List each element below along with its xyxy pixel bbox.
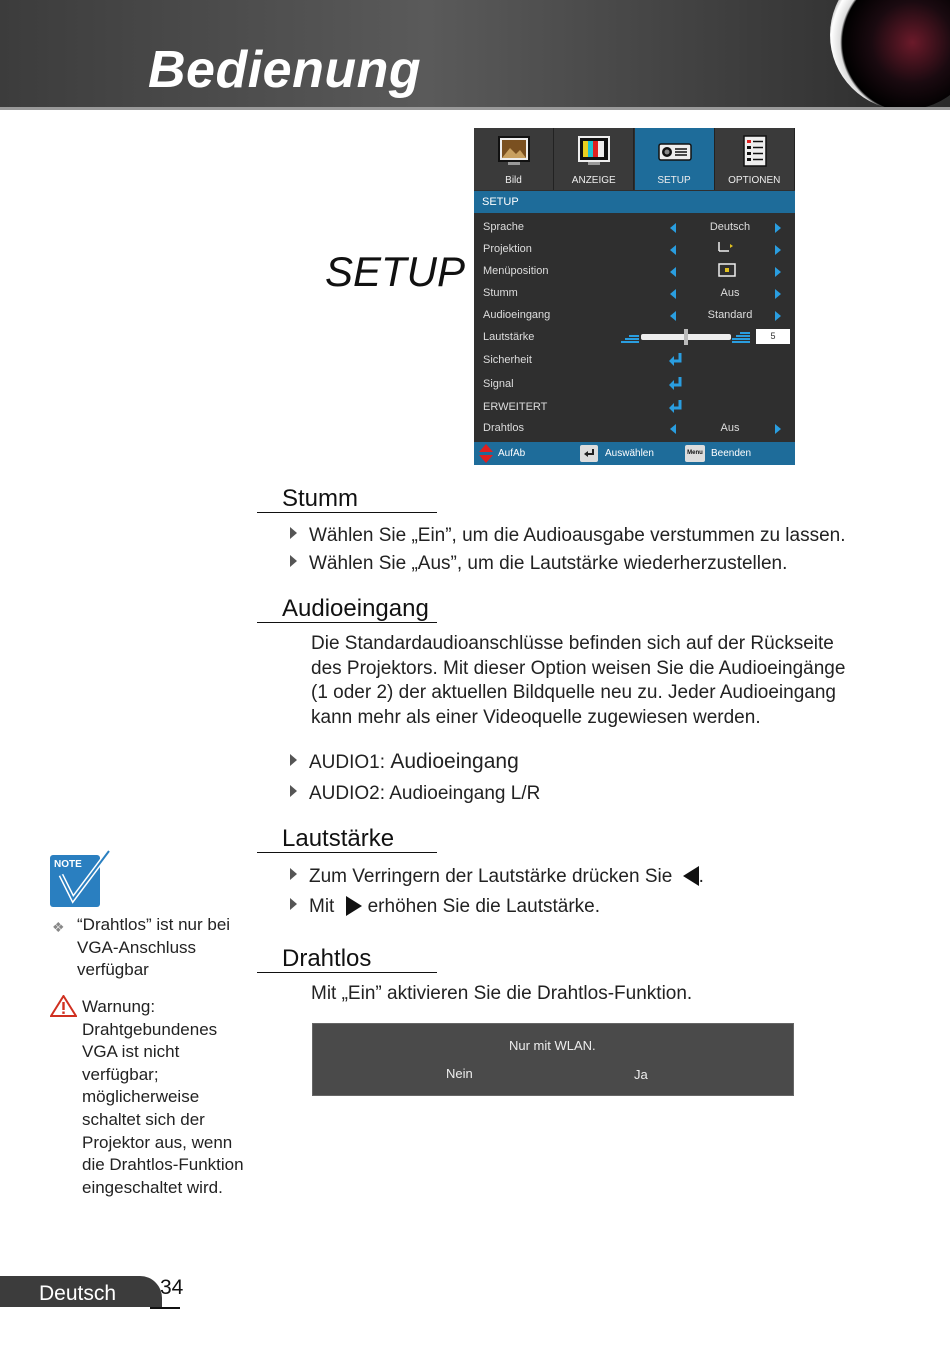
menu-key-icon: Menu — [685, 445, 705, 462]
volume-down-icon[interactable] — [621, 330, 639, 344]
dialog-no-button[interactable]: Nein — [446, 1066, 473, 1081]
arrow-right-icon[interactable] — [775, 223, 781, 233]
volume-up-icon[interactable] — [732, 330, 750, 344]
list-item: AUDIO1: Audioeingang — [290, 750, 519, 775]
osd-row-value: Standard — [707, 309, 753, 321]
bullet-arrow-icon — [290, 898, 297, 910]
osd-tab-anzeige[interactable] — [554, 128, 634, 190]
osd-row-label: Stumm — [483, 287, 518, 299]
osd-row-signal[interactable] — [474, 373, 795, 395]
osd-tab-label: OPTIONEN — [728, 175, 781, 186]
enter-key-icon — [580, 445, 598, 462]
arrow-left-icon[interactable] — [670, 289, 676, 299]
arrow-left-icon[interactable] — [670, 223, 676, 233]
note-label: NOTE — [54, 859, 82, 870]
enter-icon[interactable] — [668, 398, 684, 414]
osd-row-label: Projektion — [483, 243, 532, 255]
bullet-arrow-icon — [290, 555, 297, 567]
arrow-left-icon[interactable] — [670, 311, 676, 321]
list-item: Zum Verringern der Lautstärke drücken Sie . — [290, 865, 704, 889]
osd-row-label: Menüposition — [483, 265, 549, 277]
heading-stumm: Stumm — [257, 486, 437, 513]
arrow-right-icon[interactable] — [775, 424, 781, 434]
osd-row-lautstaerke[interactable] — [474, 326, 795, 348]
osd-row-label: Sprache — [483, 221, 524, 233]
osd-row-label: Audioeingang — [483, 309, 551, 321]
osd-row-value: Aus — [720, 422, 740, 434]
left-arrow-icon — [683, 866, 699, 886]
page-number: 34 — [160, 1276, 184, 1299]
arrow-right-icon[interactable] — [775, 245, 781, 255]
warning-icon — [50, 995, 77, 1017]
osd-tabs — [474, 128, 795, 190]
heading-drahtlos: Drahtlos — [257, 946, 437, 973]
projector-lens-graphic — [830, 0, 950, 110]
page-header — [0, 0, 950, 110]
osd-row-label: ERWEITERT — [483, 401, 548, 413]
osd-row-label: Drahtlos — [483, 422, 524, 434]
osd-row-label: Sicherheit — [483, 354, 532, 366]
enter-icon[interactable] — [668, 375, 684, 391]
osd-tab-optionen[interactable] — [715, 128, 795, 190]
osd-row-erweitert[interactable] — [474, 396, 795, 418]
osd-row-menueposition[interactable] — [474, 260, 795, 282]
osd-section-header: SETUP — [474, 191, 795, 213]
footer-select-label: Auswählen — [605, 448, 654, 459]
arrow-left-icon[interactable] — [670, 267, 676, 277]
page-header-title: Bedienung — [148, 41, 422, 99]
arrow-right-icon[interactable] — [775, 311, 781, 321]
list-item: AUDIO2: Audioeingang L/R — [290, 782, 540, 806]
osd-tab-label: Bild — [505, 175, 522, 186]
bullet-arrow-icon — [290, 754, 297, 766]
list-item: Wählen Sie „Aus”, um die Lautstärke wiederherzustellen. — [290, 552, 787, 576]
bullet-arrow-icon — [290, 527, 297, 539]
heading-lautstaerke: Lautstärke — [257, 826, 437, 853]
osd-row-value: Aus — [720, 287, 740, 299]
options-icon — [737, 134, 773, 168]
osd-tab-label: ANZEIGE — [571, 175, 616, 186]
osd-footer — [474, 442, 795, 465]
paragraph: Mit „Ein” aktivieren Sie die Drahtlos-Funktion. — [311, 983, 693, 1004]
wlan-dialog — [312, 1023, 794, 1096]
osd-tab-label: SETUP — [657, 175, 691, 186]
osd-row-audioeingang[interactable] — [474, 304, 795, 326]
list-item: Wählen Sie „Ein”, um die Audioausgabe verstummen zu lassen. — [290, 524, 846, 548]
heading-audioeingang: Audioeingang — [257, 596, 437, 623]
osd-row-sprache[interactable] — [474, 216, 795, 238]
note-icon — [49, 849, 111, 909]
right-arrow-icon — [346, 896, 362, 916]
picture-icon — [496, 134, 532, 168]
arrow-right-icon[interactable] — [775, 267, 781, 277]
diamond-bullet-icon: ❖ — [52, 919, 65, 935]
section-title: SETUP — [325, 248, 466, 295]
osd-menu — [474, 128, 795, 465]
footer-updown-label: AufAb — [498, 448, 526, 459]
display-icon — [576, 134, 612, 168]
footer-language: Deutsch — [39, 1282, 117, 1305]
footer-divider — [150, 1307, 180, 1309]
osd-row-stumm[interactable] — [474, 282, 795, 304]
paragraph: Die Standardaudioanschlüsse befinden sich auf der Rückseite des Projektors. Mit dieser Option weisen Sie die Audioeingänge (1 oder 2) der aktuellen Bildquelle neu zu. Jeder Audioeingang kann mehr als einer Videoquelle zugewiesen werden. — [311, 633, 846, 728]
bullet-arrow-icon — [290, 868, 297, 880]
osd-tab-bild[interactable] — [474, 128, 554, 190]
enter-icon[interactable] — [668, 351, 684, 367]
osd-tab-setup[interactable] — [635, 128, 715, 190]
arrow-left-icon[interactable] — [670, 424, 676, 434]
osd-row-drahtlos[interactable] — [474, 417, 795, 439]
sidebar-warning: Warnung: Drahtgebundenes VGA ist nicht verfügbar; möglicherweise schaltet sich der Projektor aus, wenn die Drahtlos-Funktion eingeschaltet wird. — [82, 997, 244, 1197]
up-down-icon — [479, 444, 493, 463]
osd-row-label: Signal — [483, 378, 514, 390]
osd-row-value: Deutsch — [709, 221, 751, 233]
footer-exit-label: Beenden — [711, 448, 752, 459]
volume-value-box: 5 — [756, 329, 790, 344]
footer-language-tab — [0, 1276, 162, 1307]
projector-icon — [657, 134, 693, 168]
dialog-yes-button[interactable]: Ja — [634, 1067, 648, 1082]
osd-row-sicherheit[interactable] — [474, 349, 795, 371]
bullet-arrow-icon — [290, 785, 297, 797]
arrow-right-icon[interactable] — [775, 289, 781, 299]
osd-row-projektion[interactable] — [474, 238, 795, 260]
projection-mode-icon — [717, 241, 735, 253]
arrow-left-icon[interactable] — [670, 245, 676, 255]
volume-slider-handle[interactable] — [684, 329, 688, 345]
list-item: Mit erhöhen Sie die Lautstärke. — [290, 895, 600, 919]
dialog-message: Nur mit WLAN. — [509, 1038, 596, 1053]
osd-row-label: Lautstärke — [483, 331, 535, 343]
menu-position-icon — [718, 263, 736, 277]
